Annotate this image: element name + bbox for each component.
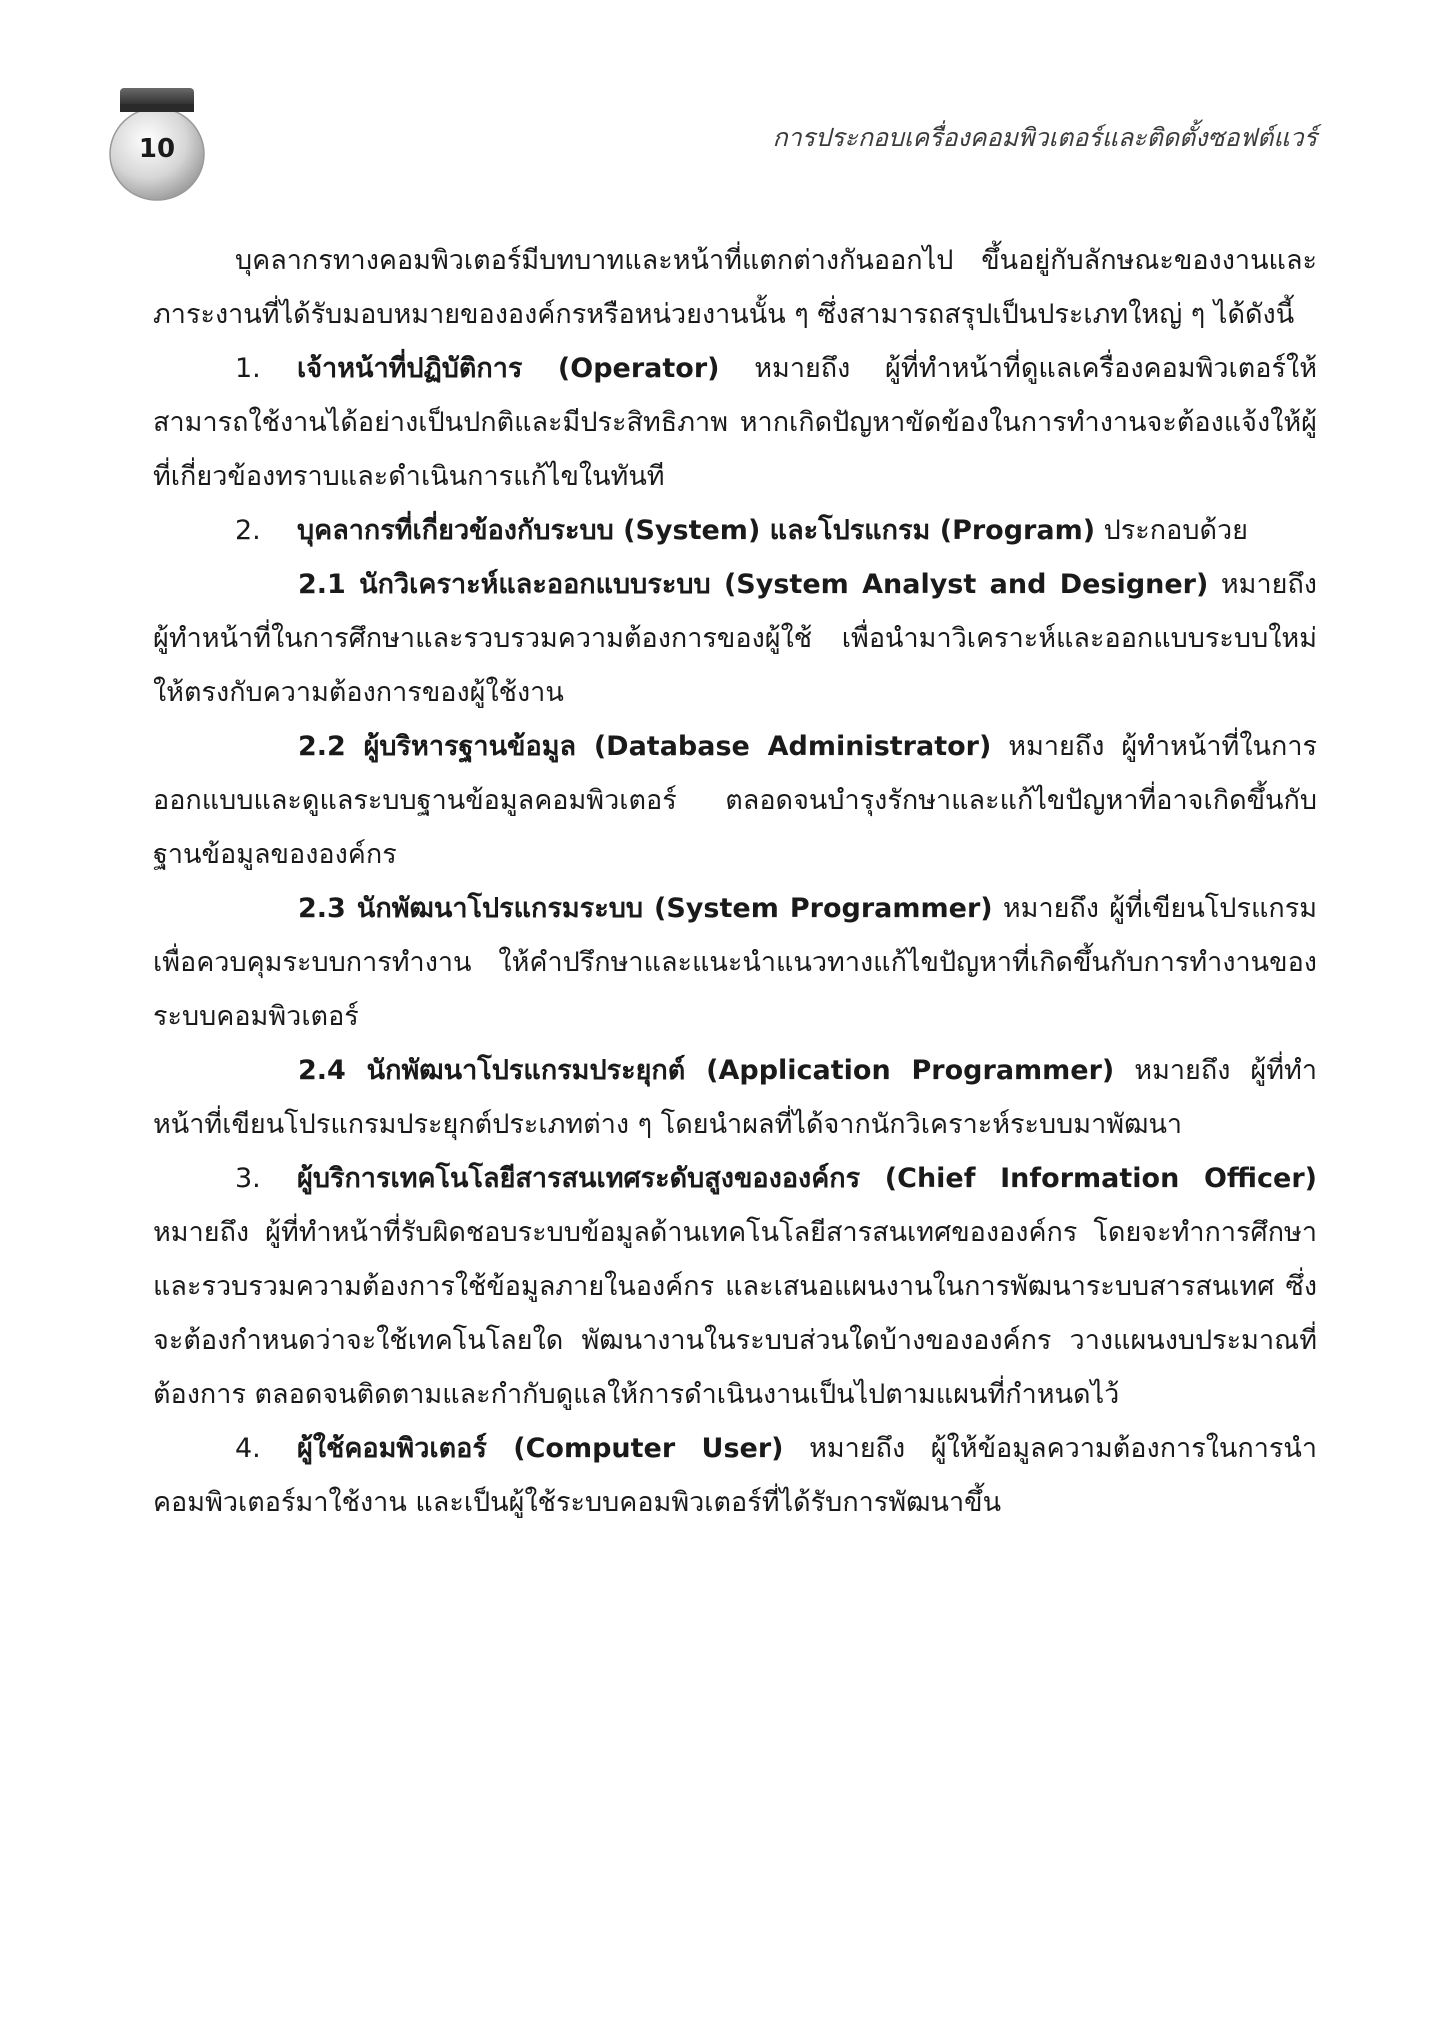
list-item-3 bbox=[153, 1152, 1317, 1422]
sub-item-text: หมายถึง ผู้ทำหน้าที่ในการศึกษาและรวบรวมความต้องการของผู้ใช้ เพื่อนำมาวิเคราะห์และออกแบบระบบใหม่ให้ตรงกับความต้องการของผู้ใช้งาน bbox=[153, 569, 1317, 708]
sub-item-text: หมายถึง ผู้ที่ทำหน้าที่เขียนโปรแกรมประยุกต์ประเภทต่าง ๆ โดยนำผลที่ได้จากนักวิเคราะห์ระบบมาพัฒนา bbox=[153, 1055, 1317, 1140]
item-number: 4. bbox=[235, 1433, 261, 1464]
sub-item-title: 2.4 นักพัฒนาโปรแกรมประยุกต์ (Application Programmer) bbox=[298, 1055, 1115, 1086]
item-text: หมายถึง ผู้ที่ทำหน้าที่รับผิดชอบระบบข้อมูลด้านเทคโนโลยีสารสนเทศขององค์กร โดยจะทำการศึกษาและรวบรวมความต้องการใช้ข้อมูลภายในองค์กร และเสนอแผนงานในการพัฒนาระบบสารสนเทศ ซึ่งจะต้องกำหนดว่าจะใช้เทคโนโลยใด พัฒนางานในระบบส่วนใดบ้างขององค์กร วางแผนงบประมาณที่ต้องการ ตลอดจนติดตามและกำกับดูแลให้การดำเนินงานเป็นไปตามแผนที่กำหนดไว้ bbox=[153, 1217, 1317, 1410]
list-item-2 bbox=[153, 504, 1317, 558]
item-text: ประกอบด้วย bbox=[1095, 515, 1249, 546]
document-body bbox=[153, 234, 1317, 1530]
running-header-title: การประกอบเครื่องคอมพิวเตอร์และติดตั้งซอฟต์แวร์ bbox=[772, 123, 1317, 152]
page-number: 10 bbox=[138, 134, 176, 164]
sub-item-text: หมายถึง ผู้ที่เขียนโปรแกรมเพื่อควบคุมระบบการทำงาน ให้คำปรึกษาและแนะนำแนวทางแก้ไขปัญหาที่เกิดขึ้นกับการทำงานของระบบคอมพิวเตอร์ bbox=[153, 893, 1317, 1032]
sub-item-title: 2.3 นักพัฒนาโปรแกรมระบบ (System Programmer) bbox=[298, 893, 993, 924]
sub-item-2-2 bbox=[153, 720, 1317, 882]
list-item-4 bbox=[153, 1422, 1317, 1530]
item-text: หมายถึง ผู้ให้ข้อมูลความต้องการในการนำคอมพิวเตอร์มาใช้งาน และเป็นผู้ใช้ระบบคอมพิวเตอร์ที่ได้รับการพัฒนาขึ้น bbox=[153, 1433, 1317, 1518]
sub-item-title: 2.1 นักวิเคราะห์และออกแบบระบบ (System Analyst and Designer) bbox=[298, 569, 1209, 600]
sub-item-2-3 bbox=[153, 882, 1317, 1044]
item-title: ผู้ใช้คอมพิวเตอร์ (Computer User) bbox=[297, 1433, 784, 1464]
item-title: บุคลากรที่เกี่ยวข้องกับระบบ (System) และโปรแกรม (Program) bbox=[297, 515, 1096, 546]
sub-item-title: 2.2 ผู้บริหารฐานข้อมูล (Database Administrator) bbox=[298, 731, 992, 762]
item-title: ผู้บริการเทคโนโลยีสารสนเทศระดับสูงขององค์กร (Chief Information Officer) bbox=[297, 1163, 1317, 1194]
page-number-badge bbox=[108, 88, 206, 204]
item-text: หมายถึง ผู้ที่ทำหน้าที่ดูแลเครื่องคอมพิวเตอร์ให้สามารถใช้งานได้อย่างเป็นปกติและมีประสิทธิภาพ หากเกิดปัญหาขัดข้องในการทำงานจะต้องแจ้งให้ผู้ที่เกี่ยวข้องทราบและดำเนินการแก้ไขในทันที bbox=[153, 353, 1318, 492]
sub-item-text: หมายถึง ผู้ทำหน้าที่ในการออกแบบและดูแลระบบฐานข้อมูลคอมพิวเตอร์ ตลอดจนบำรุงรักษาและแก้ไขปัญหาที่อาจเกิดขึ้นกับฐานข้อมูลขององค์กร bbox=[153, 731, 1317, 870]
item-number: 2. bbox=[235, 515, 261, 546]
item-title: เจ้าหน้าที่ปฏิบัติการ (Operator) bbox=[297, 353, 720, 384]
intro-paragraph: บุคลากรทางคอมพิวเตอร์มีบทบาทและหน้าที่แตกต่างกันออกไป ขึ้นอยู่กับลักษณะของงานและภาระงานที่ได้รับมอบหมายขององค์กรหรือหน่วยงานนั้น ๆ ซึ่งสามารถสรุปเป็นประเภทใหญ่ ๆ ได้ดังนี้ bbox=[153, 245, 1317, 330]
sub-item-2-1 bbox=[153, 558, 1317, 720]
list-item-1 bbox=[153, 342, 1317, 504]
item-number: 3. bbox=[235, 1163, 261, 1194]
sub-item-2-4 bbox=[153, 1044, 1317, 1152]
item-number: 1. bbox=[235, 353, 261, 384]
